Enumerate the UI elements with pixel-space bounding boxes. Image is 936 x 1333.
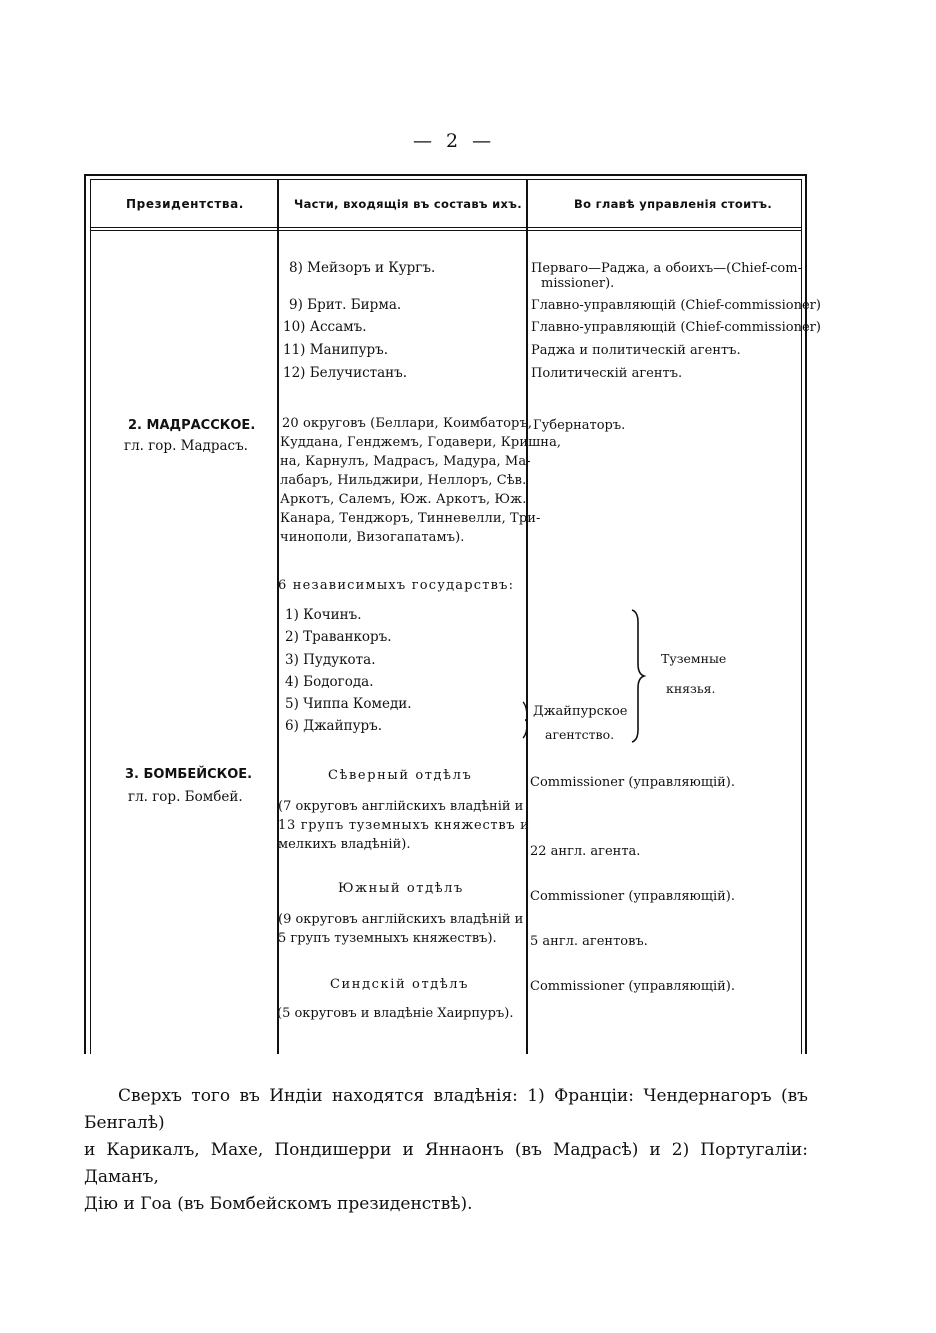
district-line: на, Карнулъ, Мадрасъ, Мадура, Ма- <box>280 454 531 469</box>
footer-line: Сверхъ того въ Индіи находятся владѣнія: 1) Франціи: Чендернагоръ (въ Бенгалѣ) <box>84 1086 808 1133</box>
district-line: Куддана, Генджемъ, Годавери, Кришна, <box>280 435 562 450</box>
south-division-head: Commissioner (управляющій). <box>530 889 735 904</box>
agency-label-2: агентство. <box>545 727 615 742</box>
head-burma: Главно-управляющій (Chief-commissioner) <box>531 298 821 313</box>
part-mysore: 8) Мейзоръ и Кургъ. <box>289 260 436 276</box>
state-item: 2) Траванкоръ. <box>285 629 392 645</box>
part-baluchistan: 12) Белучистанъ. <box>283 365 408 381</box>
north-division-agents: 22 англ. агента. <box>530 844 641 859</box>
header-presidencies: Президентства. <box>126 197 244 211</box>
madras-capital: гл. гор. Мадрасъ. <box>124 438 248 454</box>
sind-division-title: Синдскій отдѣлъ <box>330 977 470 992</box>
state-item: 4) Бодогода. <box>285 674 374 690</box>
state-item: 1) Кочинъ. <box>285 607 362 623</box>
madras-name: 2. МАДРАССКОЕ. <box>128 418 256 433</box>
south-division-desc: 5 групъ туземныхъ княжествъ). <box>278 931 497 946</box>
table-left-border <box>84 174 86 1054</box>
state-item: 3) Пудукота. <box>285 652 376 668</box>
north-division-desc: мелкихъ владѣній). <box>278 837 411 852</box>
princes-label-1: Туземные <box>661 651 727 666</box>
north-division-desc: (7 округовъ англійскихъ владѣній и <box>278 799 524 814</box>
district-line: Аркотъ, Салемъ, Юж. Аркотъ, Юж. <box>280 492 527 507</box>
district-line: лабаръ, Нильджири, Неллоръ, Сѣв. <box>280 473 527 488</box>
north-division-title: Сѣверный отдѣлъ <box>328 768 473 783</box>
footer-line: Дію и Гоа (въ Бомбейскомъ президенствѣ). <box>84 1194 473 1214</box>
princes-label-2: князья. <box>666 681 716 696</box>
district-line: чинополи, Визогапатамъ). <box>280 530 465 545</box>
table-top-rule-inner <box>90 179 802 180</box>
agency-label-1: Джайпурское <box>533 704 628 719</box>
sind-division-head: Commissioner (управляющій). <box>530 979 735 994</box>
south-division-agents: 5 англ. агентовъ. <box>530 934 648 949</box>
col-divider-2 <box>526 179 528 1054</box>
head-mysore-1: Перваго—Раджа, а обоихъ—(Chief-com- <box>531 261 802 276</box>
head-baluchistan: Политическій агентъ. <box>531 366 683 381</box>
sind-division-desc: (5 округовъ и владѣніе Хаирпуръ). <box>277 1006 514 1021</box>
bombay-name: 3. БОМБЕЙСКОЕ. <box>125 767 253 782</box>
table-left-border-inner <box>90 179 91 1054</box>
south-division-desc: (9 округовъ англійскихъ владѣній и <box>278 912 524 927</box>
madras-head: Губернаторъ. <box>533 418 626 433</box>
head-mysore-2: missioner). <box>541 276 615 291</box>
part-manipur: 11) Манипуръ. <box>283 342 389 358</box>
header-parts: Части, входящія въ составъ ихъ. <box>294 197 522 211</box>
district-line: Канара, Тенджоръ, Тинневелли, Три- <box>280 511 541 526</box>
page-number: — 2 — <box>413 130 496 152</box>
header-rule-2 <box>90 230 802 231</box>
part-assam: 10) Ассамъ. <box>283 319 367 335</box>
district-line: 20 округовъ (Беллари, Коимбаторъ, <box>282 416 533 431</box>
state-item: 5) Чиппа Комеди. <box>285 696 412 712</box>
bombay-capital: гл. гор. Бомбей. <box>128 789 243 805</box>
north-division-desc: 13 групъ туземныхъ княжествъ и <box>278 818 530 833</box>
header-administration: Во главѣ управленія стоитъ. <box>574 197 773 211</box>
south-division-title: Южный отдѣлъ <box>338 881 464 896</box>
states-title: 6 независимыхъ государствъ: <box>278 578 515 593</box>
footer-line: и Карикалъ, Махе, Пондишерри и Яннаонъ (въ Мадрасѣ) и 2) Португаліи: Даманъ, <box>84 1140 808 1187</box>
brace-icon <box>628 608 650 744</box>
footer-paragraph <box>84 1083 808 1218</box>
header-rule <box>90 227 802 228</box>
part-burma: 9) Брит. Бирма. <box>289 297 402 313</box>
head-manipur: Раджа и политическій агентъ. <box>531 343 741 358</box>
head-assam: Главно-управляющій (Chief-commissioner) <box>531 320 821 335</box>
state-item: 6) Джайпуръ. <box>285 718 383 734</box>
small-bracket-icon <box>520 700 530 740</box>
table-top-rule <box>85 174 805 176</box>
north-division-head: Commissioner (управляющій). <box>530 775 735 790</box>
